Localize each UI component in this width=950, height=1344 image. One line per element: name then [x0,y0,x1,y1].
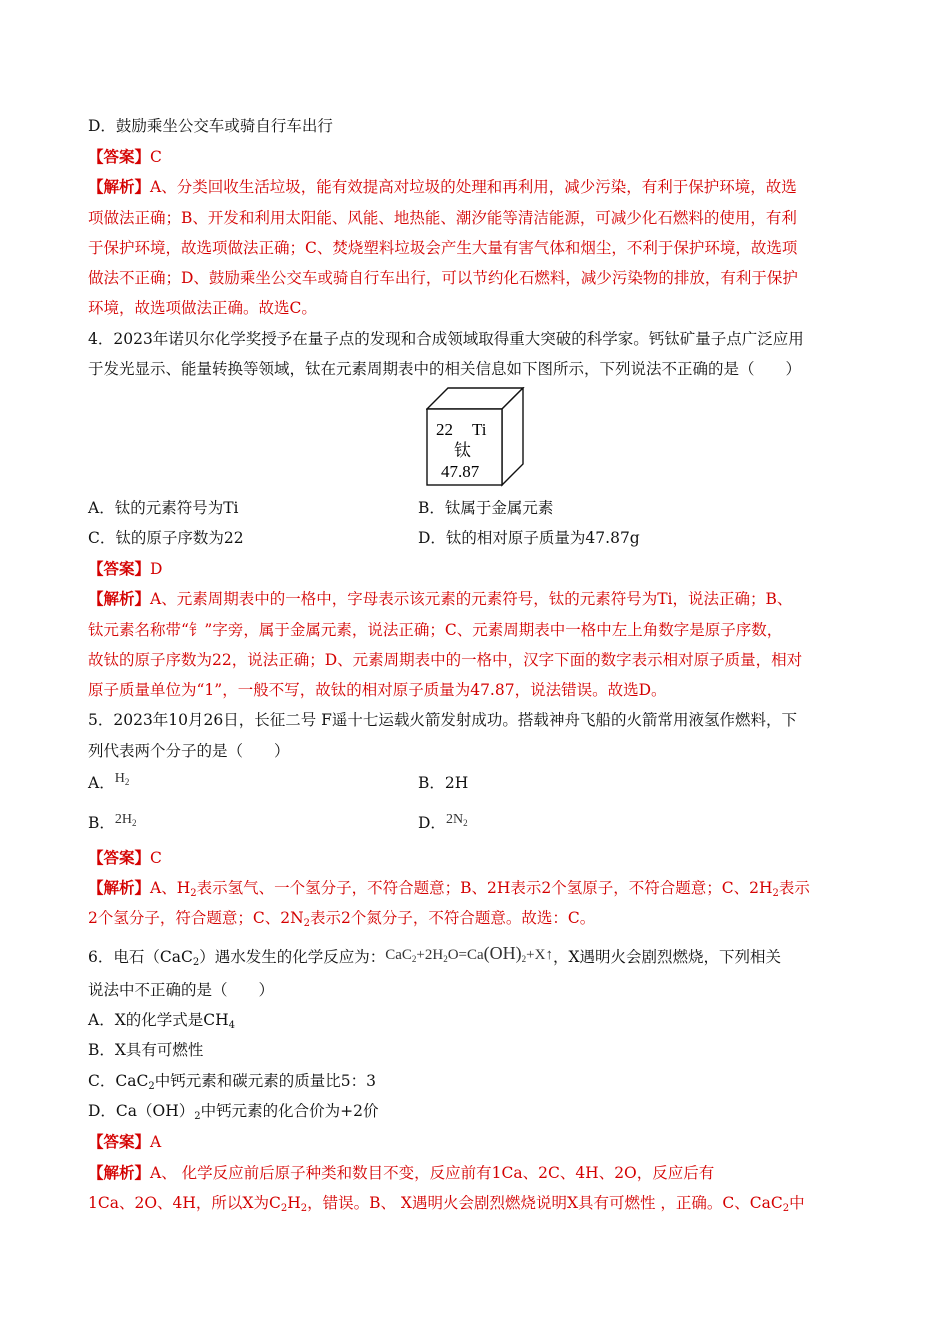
q6-analysis-line: 1Ca、2O、4H，所以X为$C_2H_2$，错误。B、 X遇明火会剧烈燃烧说明X具有可燃性 ，正确。C、CaC$_2$中 [88,1194,805,1214]
q6-option-b: B．X具有可燃性 [88,1041,204,1059]
q5-option-a: A．$H_2$ [88,771,130,792]
q5-answer [88,848,162,868]
q5-stem: 列代表两个分子的是（ ） [88,742,290,760]
q5-option-c: B．$2H_2$ [88,812,137,832]
q6-option-d: D．$Ca(OH)_2$中钙元素的化合价为+2价 [88,1102,379,1122]
q3-analysis-line: 【解析】A、分类回收生活垃圾，能有效提高对垃圾的处理和再利用，减少污染，有利于保护环境，故选 [88,177,797,196]
q6-option-c: C．CaC$_2$中钙元素和碳元素的质量比5：3 [88,1072,376,1092]
atomic-mass: 47.87 [441,462,480,481]
q6-analysis-line: 【解析】A、 化学反应前后原子种类和数目不变，反应前有1Ca、2C、4H、2O，反应后有 [88,1163,715,1182]
q4-stem: 于发光显示、能量转换等领域，钛在元素周期表中的相关信息如下图所示，下列说法不正确的是（ ） [88,360,802,378]
q3-option-d: D．鼓励乘坐公交车或骑自行车出行 [88,117,333,135]
q6-stem: 6．电石（CaC$_2$）遇水发生的化学反应为：$CaC_2+2H_2O=Ca(OH)_2+X↑$，X遇明火会剧烈燃烧，下列相关 [88,943,781,968]
answer-label: 【答案】 [88,1132,151,1151]
q3-analysis-line: 环境，故选项做法正确。故选C。 [88,299,317,317]
q4-analysis-line: 钛元素名称带“钅”字旁，属于金属元素，说法正确；C、元素周期表中一格中左上角数字是原子序数， [88,621,783,639]
answer-label: 【答案】 [88,147,151,166]
analysis-label: 【解析】 [88,878,151,897]
q5-analysis-line: 2个氢分子，符合题意；C、$2N_2$表示2个氮分子，不符合题意。故选：C。 [88,909,596,929]
element-symbol: Ti [472,420,487,439]
q3-analysis-line: 项做法正确；B、开发和利用太阳能、风能、地热能、潮汐能等清洁能源，可减少化石燃料的使用，有利 [88,209,797,227]
answer-value: D [150,560,163,578]
answer-label: 【答案】 [88,848,151,867]
q5-stem: 5．2023年10月26日，长征二号 F遥十七运载火箭发射成功。搭载神舟飞船的火箭常用液氢作燃料，下 [88,711,797,729]
q3-analysis-line: 于保护环境，故选项做法正确；C、焚烧塑料垃圾会产生大量有害气体和烟尘，不利于保护环境，故选项 [88,239,798,257]
q5-analysis-line: 【解析】A、$H_2$表示氢气、一个氢分子，不符合题意；B、2H表示2个氢原子，不符合题意；C、$2H_2$表示 [88,878,810,899]
atomic-number: 22 [436,420,453,439]
q4-option-b: B．钛属于金属元素 [418,499,554,517]
q4-answer [88,559,162,579]
q4-option-d: D．钛的相对原子质量为47.87g [418,529,640,547]
q6-answer [88,1132,161,1152]
q6-option-a: A．X的化学式是$CH_4$ [88,1011,235,1031]
q4-analysis-line: 【解析】A、元素周期表中的一格中，字母表示该元素的元素符号，钛的元素符号为Ti，说法正确；B、 [88,589,793,608]
periodic-element-cube [426,387,526,487]
q5-option-b: B．2H [418,774,469,792]
element-name: 钛 [454,441,471,460]
answer-value: C [150,148,162,166]
analysis-label: 【解析】 [88,1163,151,1182]
q4-option-c: C．钛的原子序数为22 [88,529,244,547]
answer-value: A [150,1133,162,1151]
q4-option-a: A．钛的元素符号为Ti [88,499,239,517]
answer-label: 【答案】 [88,559,151,578]
q4-stem: 4．2023年诺贝尔化学奖授予在量子点的发现和合成领域取得重大突破的科学家。钙钛矿量子点广泛应用 [88,330,804,348]
q4-analysis-line: 原子质量单位为“1”，一般不写，故钛的相对原子质量为47.87，说法错误。故选D。 [88,681,667,699]
chemical-equation: $CaC_2+2H_2O=Ca(OH)_2+X↑$ [385,943,553,964]
q3-analysis-line: 做法不正确；D、鼓励乘坐公交车或骑自行车出行，可以节约化石燃料，减少污染物的排放，有利于保护 [88,269,798,287]
q3-answer [88,147,162,167]
q5-option-d: D．$2N_2$ [418,812,468,832]
analysis-label: 【解析】 [88,177,151,196]
q4-analysis-line: 故钛的原子序数为22，说法正确；D、元素周期表中的一格中，汉字下面的数字表示相对原子质量，相对 [88,651,803,669]
analysis-label: 【解析】 [88,589,151,608]
answer-value: C [150,849,162,867]
q6-stem: 说法中不正确的是（ ） [88,981,275,999]
